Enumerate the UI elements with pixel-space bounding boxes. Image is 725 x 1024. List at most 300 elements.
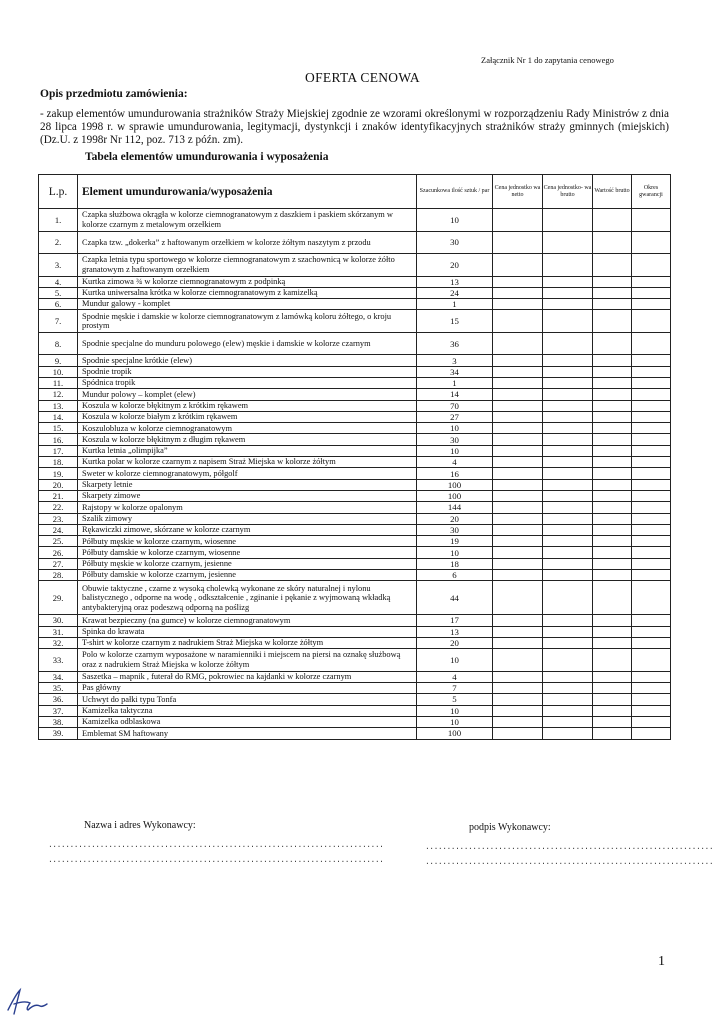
row-element: Uchwyt do pałki typu Tonfa bbox=[78, 694, 417, 705]
row-gross-price-cell[interactable] bbox=[543, 502, 593, 513]
row-quantity: 100 bbox=[417, 490, 493, 501]
table-row bbox=[39, 705, 671, 716]
row-net-price-cell[interactable] bbox=[493, 649, 543, 672]
row-gross-price-cell[interactable] bbox=[543, 377, 593, 388]
row-gross-value-cell[interactable] bbox=[593, 457, 632, 468]
row-net-price-cell[interactable] bbox=[493, 389, 543, 400]
row-element: Kurtka polar w kolorze czarnym z napisem Straż Miejska w kolorze żółtym bbox=[78, 457, 417, 468]
row-gross-value-cell[interactable] bbox=[593, 366, 632, 377]
row-net-price-cell[interactable] bbox=[493, 434, 543, 445]
row-warranty-cell[interactable] bbox=[632, 355, 671, 366]
row-element: Kamizelka taktyczna bbox=[78, 705, 417, 716]
description-heading: Opis przedmiotu zamówienia: bbox=[40, 88, 188, 100]
row-net-price-cell[interactable] bbox=[493, 366, 543, 377]
row-gross-value-cell[interactable] bbox=[593, 468, 632, 479]
row-gross-value-cell[interactable] bbox=[593, 411, 632, 422]
row-lp: 3. bbox=[39, 254, 78, 277]
row-quantity: 7 bbox=[417, 683, 493, 694]
row-gross-value-cell[interactable] bbox=[593, 716, 632, 727]
row-element: Spodnie specjalne krótkie (elew) bbox=[78, 355, 417, 366]
col-header-lp: L.p. bbox=[39, 175, 78, 209]
row-quantity: 13 bbox=[417, 276, 493, 287]
row-quantity: 70 bbox=[417, 400, 493, 411]
row-lp: 32. bbox=[39, 637, 78, 648]
row-element: Spodnie tropik bbox=[78, 366, 417, 377]
row-warranty-cell[interactable] bbox=[632, 276, 671, 287]
page-title: OFERTA CENOWA bbox=[305, 70, 420, 85]
row-gross-price-cell[interactable] bbox=[543, 287, 593, 298]
row-warranty-cell[interactable] bbox=[632, 254, 671, 277]
row-gross-value-cell[interactable] bbox=[593, 423, 632, 434]
row-gross-value-cell[interactable] bbox=[593, 581, 632, 615]
table-row bbox=[39, 411, 671, 422]
row-gross-price-cell[interactable] bbox=[543, 231, 593, 254]
row-warranty-cell[interactable] bbox=[632, 366, 671, 377]
table-row bbox=[39, 479, 671, 490]
table-row bbox=[39, 728, 671, 739]
row-gross-price-cell[interactable] bbox=[543, 570, 593, 581]
table-row bbox=[39, 231, 671, 254]
row-warranty-cell[interactable] bbox=[632, 524, 671, 535]
row-gross-price-cell[interactable] bbox=[543, 310, 593, 333]
row-gross-value-cell[interactable] bbox=[593, 558, 632, 569]
row-warranty-cell[interactable] bbox=[632, 615, 671, 626]
row-quantity: 19 bbox=[417, 536, 493, 547]
table-row bbox=[39, 377, 671, 388]
row-quantity: 10 bbox=[417, 716, 493, 727]
row-gross-value-cell[interactable] bbox=[593, 310, 632, 333]
row-net-price-cell[interactable] bbox=[493, 468, 543, 479]
row-gross-value-cell[interactable] bbox=[593, 332, 632, 355]
contractor-line-2: .............................................................................. bbox=[48, 856, 384, 865]
row-lp: 29. bbox=[39, 581, 78, 615]
row-gross-value-cell[interactable] bbox=[593, 637, 632, 648]
row-gross-value-cell[interactable] bbox=[593, 683, 632, 694]
row-quantity: 3 bbox=[417, 355, 493, 366]
row-lp: 33. bbox=[39, 649, 78, 672]
row-warranty-cell[interactable] bbox=[632, 389, 671, 400]
row-lp: 39. bbox=[39, 728, 78, 739]
row-gross-value-cell[interactable] bbox=[593, 694, 632, 705]
row-net-price-cell[interactable] bbox=[493, 445, 543, 456]
row-quantity: 24 bbox=[417, 287, 493, 298]
row-lp: 8. bbox=[39, 332, 78, 355]
row-warranty-cell[interactable] bbox=[632, 377, 671, 388]
row-element: Mundur polowy – komplet (elew) bbox=[78, 389, 417, 400]
row-net-price-cell[interactable] bbox=[493, 728, 543, 739]
row-element: Półbuty męskie w kolorze czarnym, wiosenne bbox=[78, 536, 417, 547]
row-net-price-cell[interactable] bbox=[493, 524, 543, 535]
row-quantity: 10 bbox=[417, 705, 493, 716]
row-warranty-cell[interactable] bbox=[632, 479, 671, 490]
row-net-price-cell[interactable] bbox=[493, 705, 543, 716]
row-net-price-cell[interactable] bbox=[493, 626, 543, 637]
row-gross-price-cell[interactable] bbox=[543, 683, 593, 694]
row-gross-value-cell[interactable] bbox=[593, 502, 632, 513]
row-gross-value-cell[interactable] bbox=[593, 400, 632, 411]
row-net-price-cell[interactable] bbox=[493, 490, 543, 501]
row-lp: 31. bbox=[39, 626, 78, 637]
row-element: Emblemat SM haftowany bbox=[78, 728, 417, 739]
row-quantity: 15 bbox=[417, 310, 493, 333]
row-gross-price-cell[interactable] bbox=[543, 468, 593, 479]
row-gross-price-cell[interactable] bbox=[543, 332, 593, 355]
row-element: Kamizelka odblaskowa bbox=[78, 716, 417, 727]
table-body bbox=[39, 209, 671, 740]
table-row bbox=[39, 332, 671, 355]
row-element: Polo w kolorze czarnym wyposażone w naramienniki i miejscem na piersi na oznakę służbową oraz z nadrukiem Straż Miejska w kolorze żółtym bbox=[78, 649, 417, 672]
row-element: Spodnie męskie i damskie w kolorze ciemnogranatowym z lamówką koloru żółtego, o kroju prostym bbox=[78, 310, 417, 333]
row-net-price-cell[interactable] bbox=[493, 694, 543, 705]
row-lp: 7. bbox=[39, 310, 78, 333]
row-net-price-cell[interactable] bbox=[493, 355, 543, 366]
row-net-price-cell[interactable] bbox=[493, 637, 543, 648]
row-gross-price-cell[interactable] bbox=[543, 513, 593, 524]
row-net-price-cell[interactable] bbox=[493, 231, 543, 254]
row-warranty-cell[interactable] bbox=[632, 299, 671, 310]
table-row bbox=[39, 615, 671, 626]
row-gross-price-cell[interactable] bbox=[543, 536, 593, 547]
row-net-price-cell[interactable] bbox=[493, 547, 543, 558]
row-quantity: 10 bbox=[417, 649, 493, 672]
row-net-price-cell[interactable] bbox=[493, 411, 543, 422]
row-lp: 18. bbox=[39, 457, 78, 468]
row-element: Szalik zimowy bbox=[78, 513, 417, 524]
row-lp: 24. bbox=[39, 524, 78, 535]
row-net-price-cell[interactable] bbox=[493, 671, 543, 682]
row-gross-price-cell[interactable] bbox=[543, 445, 593, 456]
row-warranty-cell[interactable] bbox=[632, 637, 671, 648]
row-quantity: 30 bbox=[417, 231, 493, 254]
row-net-price-cell[interactable] bbox=[493, 332, 543, 355]
row-net-price-cell[interactable] bbox=[493, 615, 543, 626]
row-gross-price-cell[interactable] bbox=[543, 615, 593, 626]
row-gross-value-cell[interactable] bbox=[593, 434, 632, 445]
row-gross-value-cell[interactable] bbox=[593, 671, 632, 682]
row-quantity: 5 bbox=[417, 694, 493, 705]
table-row bbox=[39, 637, 671, 648]
row-gross-value-cell[interactable] bbox=[593, 705, 632, 716]
row-warranty-cell[interactable] bbox=[632, 332, 671, 355]
row-gross-price-cell[interactable] bbox=[543, 524, 593, 535]
row-gross-price-cell[interactable] bbox=[543, 400, 593, 411]
row-element: Obuwie taktyczne , czarne z wysoką cholewką wykonane ze skóry naturalnej i nylonu balistycznego , odporne na wodę , odkształcenie , zginanie i pękanie z wyjmowaną wkładką antybakteryjną oraz podeszwą odporną na poślizg bbox=[78, 581, 417, 615]
row-quantity: 6 bbox=[417, 570, 493, 581]
row-warranty-cell[interactable] bbox=[632, 649, 671, 672]
items-table bbox=[38, 174, 671, 740]
row-quantity: 20 bbox=[417, 513, 493, 524]
table-row bbox=[39, 254, 671, 277]
row-gross-price-cell[interactable] bbox=[543, 671, 593, 682]
row-gross-value-cell[interactable] bbox=[593, 513, 632, 524]
table-header-row bbox=[39, 175, 671, 209]
row-net-price-cell[interactable] bbox=[493, 209, 543, 232]
row-gross-value-cell[interactable] bbox=[593, 626, 632, 637]
row-net-price-cell[interactable] bbox=[493, 423, 543, 434]
row-gross-value-cell[interactable] bbox=[593, 355, 632, 366]
row-gross-price-cell[interactable] bbox=[543, 716, 593, 727]
col-header-net-price: Cena jednostko wa netto bbox=[493, 175, 543, 209]
table-row bbox=[39, 581, 671, 615]
row-quantity: 4 bbox=[417, 457, 493, 468]
row-gross-price-cell[interactable] bbox=[543, 637, 593, 648]
row-element: Kurtka zimowa ¾ w kolorze ciemnogranatowym z podpinką bbox=[78, 276, 417, 287]
row-warranty-cell[interactable] bbox=[632, 445, 671, 456]
row-warranty-cell[interactable] bbox=[632, 716, 671, 727]
row-gross-price-cell[interactable] bbox=[543, 649, 593, 672]
row-element: Koszula w kolorze błękitnym z długim rękawem bbox=[78, 434, 417, 445]
row-quantity: 13 bbox=[417, 626, 493, 637]
table-row bbox=[39, 536, 671, 547]
row-gross-price-cell[interactable] bbox=[543, 694, 593, 705]
row-quantity: 1 bbox=[417, 377, 493, 388]
attachment-note: Załącznik Nr 1 do zapytania cenowego bbox=[481, 55, 614, 65]
row-quantity: 34 bbox=[417, 366, 493, 377]
row-gross-value-cell[interactable] bbox=[593, 377, 632, 388]
row-element: T-shirt w kolorze czarnym z nadrukiem Straż Miejska w kolorze żółtym bbox=[78, 637, 417, 648]
row-warranty-cell[interactable] bbox=[632, 411, 671, 422]
row-gross-price-cell[interactable] bbox=[543, 558, 593, 569]
row-gross-price-cell[interactable] bbox=[543, 728, 593, 739]
row-element: Krawat bezpieczny (na gumce) w kolorze ciemnogranatowym bbox=[78, 615, 417, 626]
row-lp: 14. bbox=[39, 411, 78, 422]
row-lp: 38. bbox=[39, 716, 78, 727]
row-gross-value-cell[interactable] bbox=[593, 276, 632, 287]
row-lp: 12. bbox=[39, 389, 78, 400]
row-element: Koszula w kolorze błękitnym z krótkim rękawem bbox=[78, 400, 417, 411]
table-row bbox=[39, 694, 671, 705]
row-warranty-cell[interactable] bbox=[632, 705, 671, 716]
row-element: Spinka do krawata bbox=[78, 626, 417, 637]
contractor-label: Nazwa i adres Wykonawcy: bbox=[84, 820, 196, 831]
row-lp: 10. bbox=[39, 366, 78, 377]
table-row bbox=[39, 502, 671, 513]
row-warranty-cell[interactable] bbox=[632, 671, 671, 682]
row-element: Kurtka uniwersalna krótka w kolorze ciemnogranatowym z kamizelką bbox=[78, 287, 417, 298]
row-quantity: 10 bbox=[417, 445, 493, 456]
handwritten-paraph bbox=[4, 984, 50, 1018]
row-warranty-cell[interactable] bbox=[632, 231, 671, 254]
row-element: Czapka letnia typu sportowego w kolorze ciemnogranatowym z szachownicą w kolorze żółto granatowym z haftowanym orzełkiem bbox=[78, 254, 417, 277]
row-gross-value-cell[interactable] bbox=[593, 299, 632, 310]
row-gross-price-cell[interactable] bbox=[543, 547, 593, 558]
row-lp: 25. bbox=[39, 536, 78, 547]
row-lp: 34. bbox=[39, 671, 78, 682]
table-row bbox=[39, 355, 671, 366]
row-net-price-cell[interactable] bbox=[493, 287, 543, 298]
row-net-price-cell[interactable] bbox=[493, 310, 543, 333]
row-quantity: 18 bbox=[417, 558, 493, 569]
row-gross-price-cell[interactable] bbox=[543, 490, 593, 501]
row-net-price-cell[interactable] bbox=[493, 513, 543, 524]
row-gross-price-cell[interactable] bbox=[543, 389, 593, 400]
table-row bbox=[39, 287, 671, 298]
row-lp: 30. bbox=[39, 615, 78, 626]
row-net-price-cell[interactable] bbox=[493, 254, 543, 277]
row-element: Sweter w kolorze ciemnogranatowym, półgolf bbox=[78, 468, 417, 479]
row-lp: 9. bbox=[39, 355, 78, 366]
row-element: Półbuty damskie w kolorze czarnym, wiosenne bbox=[78, 547, 417, 558]
row-net-price-cell[interactable] bbox=[493, 377, 543, 388]
row-gross-value-cell[interactable] bbox=[593, 490, 632, 501]
row-gross-price-cell[interactable] bbox=[543, 457, 593, 468]
col-header-warranty: Okres gwarancji bbox=[632, 175, 671, 209]
row-quantity: 14 bbox=[417, 389, 493, 400]
row-warranty-cell[interactable] bbox=[632, 570, 671, 581]
row-gross-value-cell[interactable] bbox=[593, 536, 632, 547]
row-gross-value-cell[interactable] bbox=[593, 254, 632, 277]
row-gross-value-cell[interactable] bbox=[593, 547, 632, 558]
row-warranty-cell[interactable] bbox=[632, 502, 671, 513]
col-header-gross-value: Wartość brutto bbox=[593, 175, 632, 209]
row-element: Półbuty męskie w kolorze czarnym, jesienne bbox=[78, 558, 417, 569]
row-quantity: 100 bbox=[417, 728, 493, 739]
row-quantity: 36 bbox=[417, 332, 493, 355]
row-lp: 37. bbox=[39, 705, 78, 716]
row-gross-price-cell[interactable] bbox=[543, 355, 593, 366]
row-lp: 1. bbox=[39, 209, 78, 232]
row-quantity: 27 bbox=[417, 411, 493, 422]
row-warranty-cell[interactable] bbox=[632, 558, 671, 569]
row-gross-value-cell[interactable] bbox=[593, 389, 632, 400]
row-net-price-cell[interactable] bbox=[493, 581, 543, 615]
row-warranty-cell[interactable] bbox=[632, 434, 671, 445]
row-lp: 6. bbox=[39, 299, 78, 310]
table-row bbox=[39, 570, 671, 581]
signature-label: podpis Wykonawcy: bbox=[469, 822, 551, 833]
row-lp: 15. bbox=[39, 423, 78, 434]
table-row bbox=[39, 671, 671, 682]
signature-line-2: ................................................................... bbox=[425, 858, 714, 867]
row-net-price-cell[interactable] bbox=[493, 558, 543, 569]
row-warranty-cell[interactable] bbox=[632, 400, 671, 411]
row-warranty-cell[interactable] bbox=[632, 310, 671, 333]
row-gross-price-cell[interactable] bbox=[543, 626, 593, 637]
row-warranty-cell[interactable] bbox=[632, 683, 671, 694]
row-gross-value-cell[interactable] bbox=[593, 445, 632, 456]
row-gross-price-cell[interactable] bbox=[543, 411, 593, 422]
row-gross-value-cell[interactable] bbox=[593, 524, 632, 535]
row-net-price-cell[interactable] bbox=[493, 502, 543, 513]
row-gross-price-cell[interactable] bbox=[543, 366, 593, 377]
table-row bbox=[39, 558, 671, 569]
table-row bbox=[39, 490, 671, 501]
table-row bbox=[39, 299, 671, 310]
row-warranty-cell[interactable] bbox=[632, 457, 671, 468]
row-lp: 28. bbox=[39, 570, 78, 581]
table-row bbox=[39, 513, 671, 524]
row-lp: 11. bbox=[39, 377, 78, 388]
row-element: Kurtka letnia „olimpijka” bbox=[78, 445, 417, 456]
row-warranty-cell[interactable] bbox=[632, 626, 671, 637]
row-warranty-cell[interactable] bbox=[632, 547, 671, 558]
row-net-price-cell[interactable] bbox=[493, 570, 543, 581]
row-gross-price-cell[interactable] bbox=[543, 423, 593, 434]
row-net-price-cell[interactable] bbox=[493, 400, 543, 411]
row-warranty-cell[interactable] bbox=[632, 581, 671, 615]
table-row bbox=[39, 445, 671, 456]
row-lp: 20. bbox=[39, 479, 78, 490]
row-gross-price-cell[interactable] bbox=[543, 276, 593, 287]
row-lp: 23. bbox=[39, 513, 78, 524]
row-warranty-cell[interactable] bbox=[632, 490, 671, 501]
row-warranty-cell[interactable] bbox=[632, 728, 671, 739]
row-element: Spódnica tropik bbox=[78, 377, 417, 388]
row-warranty-cell[interactable] bbox=[632, 513, 671, 524]
row-gross-value-cell[interactable] bbox=[593, 728, 632, 739]
table-row bbox=[39, 209, 671, 232]
row-gross-price-cell[interactable] bbox=[543, 581, 593, 615]
row-quantity: 16 bbox=[417, 468, 493, 479]
row-element: Skarpety zimowe bbox=[78, 490, 417, 501]
table-row bbox=[39, 389, 671, 400]
col-header-quantity: Szacunkowa ilość sztuk / par bbox=[417, 175, 493, 209]
row-net-price-cell[interactable] bbox=[493, 276, 543, 287]
row-gross-price-cell[interactable] bbox=[543, 299, 593, 310]
row-quantity: 100 bbox=[417, 479, 493, 490]
row-quantity: 17 bbox=[417, 615, 493, 626]
row-warranty-cell[interactable] bbox=[632, 287, 671, 298]
row-quantity: 30 bbox=[417, 434, 493, 445]
row-lp: 19. bbox=[39, 468, 78, 479]
row-element: Rękawiczki zimowe, skórzane w kolorze czarnym bbox=[78, 524, 417, 535]
row-lp: 21. bbox=[39, 490, 78, 501]
table-row bbox=[39, 434, 671, 445]
row-element: Skarpety letnie bbox=[78, 479, 417, 490]
row-warranty-cell[interactable] bbox=[632, 468, 671, 479]
row-gross-price-cell[interactable] bbox=[543, 705, 593, 716]
row-warranty-cell[interactable] bbox=[632, 694, 671, 705]
row-element: Koszula w kolorze białym z krótkim rękawem bbox=[78, 411, 417, 422]
row-lp: 16. bbox=[39, 434, 78, 445]
table-row bbox=[39, 457, 671, 468]
row-gross-value-cell[interactable] bbox=[593, 649, 632, 672]
row-gross-value-cell[interactable] bbox=[593, 287, 632, 298]
contractor-line-1: .............................................................................. bbox=[48, 841, 384, 850]
row-gross-value-cell[interactable] bbox=[593, 615, 632, 626]
row-element: Spodnie specjalne do munduru polowego (elew) męskie i damskie w kolorze czarnym bbox=[78, 332, 417, 355]
row-net-price-cell[interactable] bbox=[493, 479, 543, 490]
row-warranty-cell[interactable] bbox=[632, 423, 671, 434]
row-net-price-cell[interactable] bbox=[493, 716, 543, 727]
row-quantity: 144 bbox=[417, 502, 493, 513]
row-net-price-cell[interactable] bbox=[493, 536, 543, 547]
row-net-price-cell[interactable] bbox=[493, 299, 543, 310]
row-net-price-cell[interactable] bbox=[493, 457, 543, 468]
row-quantity: 1 bbox=[417, 299, 493, 310]
row-gross-price-cell[interactable] bbox=[543, 254, 593, 277]
row-gross-value-cell[interactable] bbox=[593, 209, 632, 232]
signature-line-1: ................................................................... bbox=[425, 843, 714, 852]
table-row bbox=[39, 683, 671, 694]
row-lp: 17. bbox=[39, 445, 78, 456]
row-element: Półbuty damskie w kolorze czarnym, jesienne bbox=[78, 570, 417, 581]
table-row bbox=[39, 626, 671, 637]
row-gross-price-cell[interactable] bbox=[543, 434, 593, 445]
row-element: Czapka tzw. „dokerka” z haftowanym orzełkiem w kolorze żółtym naszytym z przodu bbox=[78, 231, 417, 254]
row-net-price-cell[interactable] bbox=[493, 683, 543, 694]
row-gross-value-cell[interactable] bbox=[593, 231, 632, 254]
row-warranty-cell[interactable] bbox=[632, 209, 671, 232]
row-gross-price-cell[interactable] bbox=[543, 479, 593, 490]
row-gross-value-cell[interactable] bbox=[593, 570, 632, 581]
row-lp: 22. bbox=[39, 502, 78, 513]
row-gross-value-cell[interactable] bbox=[593, 479, 632, 490]
row-gross-price-cell[interactable] bbox=[543, 209, 593, 232]
table-row bbox=[39, 310, 671, 333]
row-warranty-cell[interactable] bbox=[632, 536, 671, 547]
table-row bbox=[39, 423, 671, 434]
